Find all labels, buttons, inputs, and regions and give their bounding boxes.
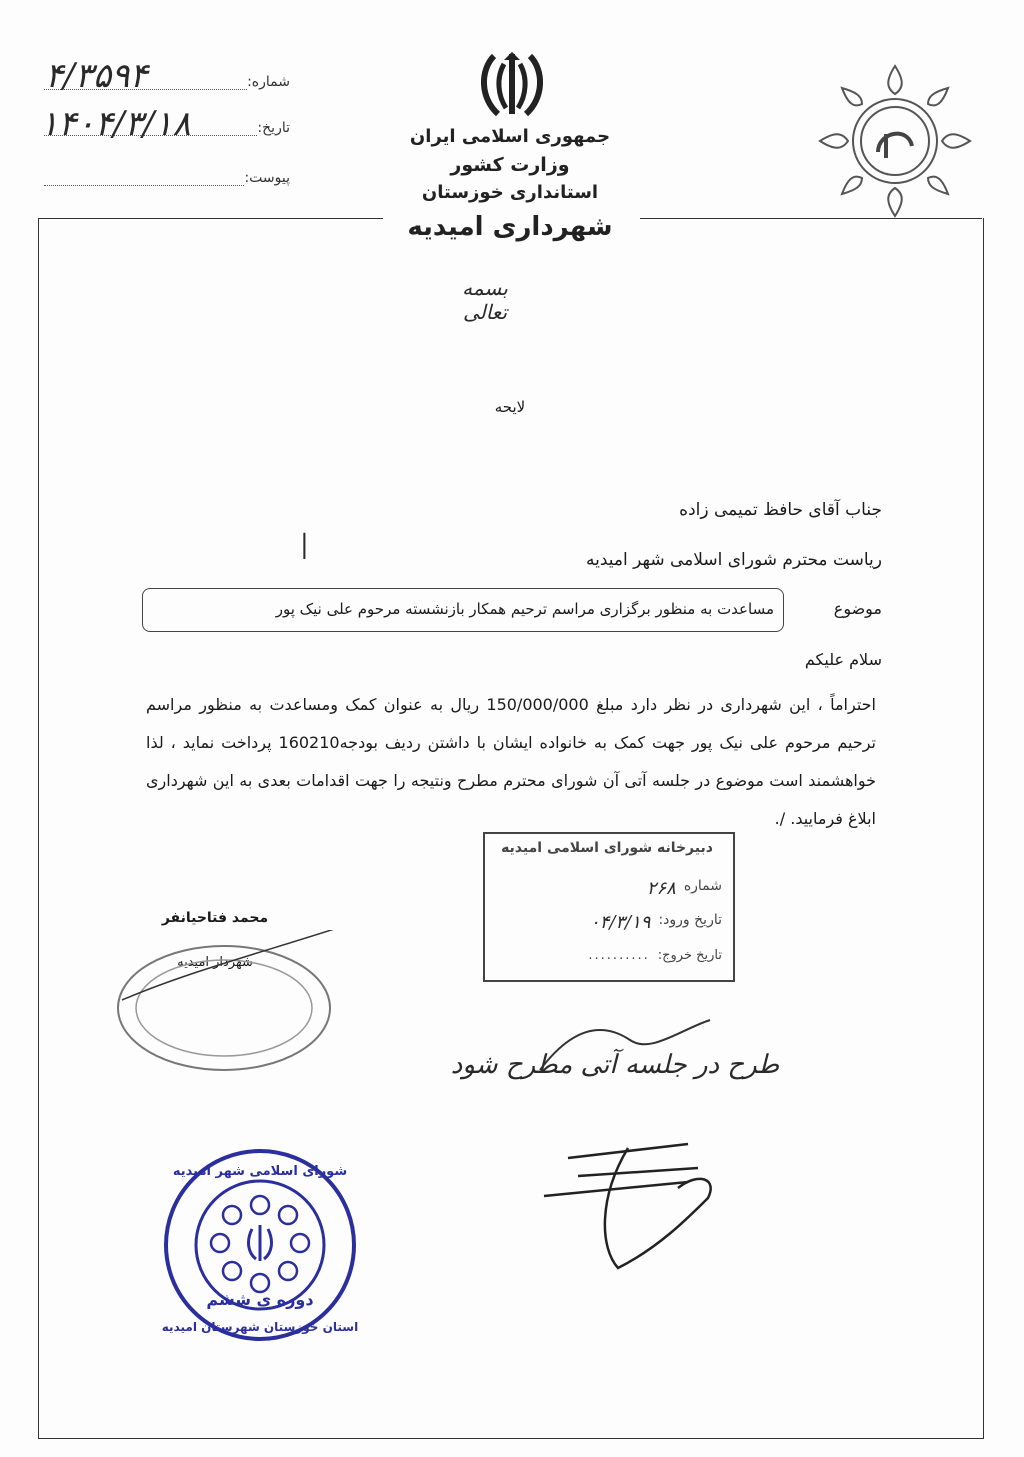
attachment-field [40, 170, 290, 186]
header-line-1: جمهوری اسلامی ایران [409, 126, 611, 147]
recipient-name: جناب آقای حافظ تمیمی زاده [679, 500, 882, 520]
stamp-number-row [492, 878, 722, 899]
frame-top-left [38, 218, 383, 219]
stamp-exit-label: تاریخ خروج: [657, 948, 722, 963]
attachment-label: پیوست: [244, 170, 290, 186]
stamp-number-value: ۲۶۸ [646, 878, 676, 899]
stamp-number-label: شماره [683, 878, 722, 894]
header-line-3: استانداری خوزستان [421, 182, 599, 203]
doc-title: لایحه [494, 398, 526, 416]
org-name: شهرداری امیدیه [407, 212, 613, 242]
subject-label: موضوع [833, 599, 882, 618]
council-seal-icon [160, 1145, 360, 1345]
svg-text:شورای اسلامی شهر امیدیه: شورای اسلامی شهر امیدیه [172, 1164, 348, 1179]
council-signature-icon [538, 1138, 758, 1278]
recipient-title: ریاست محترم شورای اسلامی شهر امیدیه [585, 550, 882, 570]
basmala: بسمه تعالی [462, 276, 508, 324]
stamp-exit-row [492, 948, 722, 963]
stamp-exit-dots: .......... [588, 948, 650, 963]
municipality-logo-icon [816, 62, 974, 220]
handwritten-note: طرح در جلسه آتی مطرح شود [450, 1050, 780, 1080]
date-value: ۱۴۰۴/۳/۱۸ [40, 104, 191, 144]
number-value: ۴/۳۵۹۴ [45, 56, 148, 96]
stamp-entry-label: تاریخ ورود: [658, 912, 722, 928]
attachment-dots [44, 171, 244, 186]
iran-emblem-icon [474, 50, 550, 122]
svg-text:دوره ی ششم: دوره ی ششم [206, 1290, 314, 1309]
body-text: احتراماً ، این شهرداری در نظر دارد مبلغ 150/000/000 ریال به عنوان کمک ومساعدت به منظور مراسم ترحیم مرحوم علی نیک پور جهت کمک به خانواده ایشان با داشتن ردیف بودجه160210 پرداخت نماید ، لذا خواهشمند است موضوع در جلسه آتی آن شورای محترم مطرح ونتیجه را جهت اقدامات بعدی به این شهرداری ابلاغ فرمایید. /. [146, 695, 877, 828]
signer-title: شهردار امیدیه [177, 955, 253, 970]
stamp-entry-row [492, 912, 722, 933]
handwritten-mark: | [300, 530, 309, 560]
header-line-2: وزارت کشور [450, 154, 570, 176]
stamp-line-1: دبیرخانه شورای اسلامی امیدیه [501, 840, 713, 856]
svg-text:استان خوزستان شهرستان امیدیه: استان خوزستان شهرستان امیدیه [161, 1320, 359, 1334]
stamp-entry-value: ۰۴/۳/۱۹ [589, 912, 651, 933]
municipality-seal-icon [112, 930, 372, 1080]
number-label: شماره: [247, 74, 290, 90]
subject-text: مساعدت به منظور برگزاری مراسم ترحیم همکار بازنشسته مرحوم علی نیک پور [275, 600, 774, 618]
signer-name: محمد فتاحیانفر [161, 910, 269, 926]
note-scribble-icon [530, 1010, 770, 1090]
date-label: تاریخ: [257, 120, 290, 136]
greeting: سلام علیکم [804, 650, 882, 669]
